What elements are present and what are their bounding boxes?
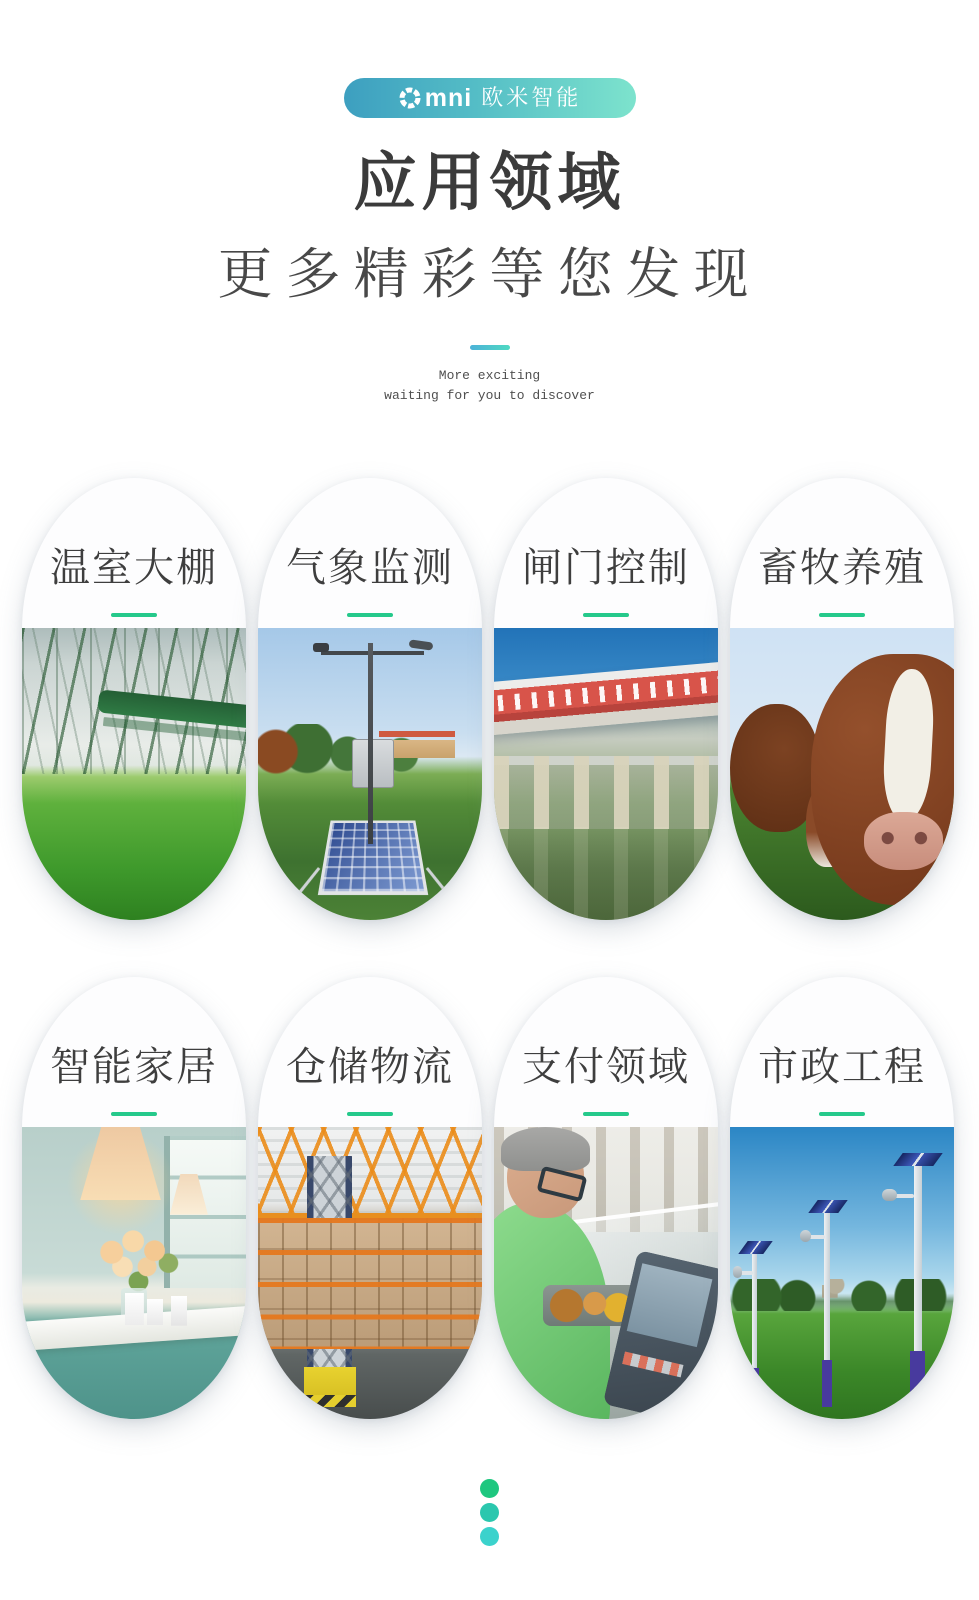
- accent-divider: [470, 345, 510, 350]
- light-pole: [824, 1212, 830, 1408]
- app-card-greenhouse: [22, 478, 246, 920]
- card-underline: [111, 1112, 157, 1116]
- cattle-photo: [730, 628, 954, 920]
- flower-bouquet: [85, 1223, 193, 1296]
- app-card-warehouse-logistics: [258, 977, 482, 1419]
- light-pole: [914, 1165, 922, 1410]
- payment-counter-photo: [494, 1127, 718, 1419]
- solar-street-light-far: [752, 1253, 757, 1405]
- page-title: 应用领域: [353, 148, 626, 218]
- instrument-box: [352, 739, 394, 788]
- app-card-municipal-engineering: [730, 977, 954, 1419]
- greenhouse-photo: [22, 628, 246, 920]
- cow-head: [811, 654, 954, 905]
- card-label: 仓储物流: [286, 1045, 454, 1089]
- card-label: 温室大棚: [50, 546, 218, 590]
- stacker-crane-mast: [307, 1156, 352, 1407]
- warehouse-photo: [258, 1127, 482, 1419]
- street-lights-photo: [730, 1127, 954, 1419]
- card-underline: [347, 1112, 393, 1116]
- card-underline: [347, 613, 393, 617]
- app-card-payment: [494, 977, 718, 1419]
- solar-street-light-mid: [824, 1212, 830, 1408]
- aperture-logo-icon: [398, 86, 422, 110]
- weather-station-photo: [258, 628, 482, 920]
- card-label: 气象监测: [286, 546, 454, 590]
- card-underline: [819, 613, 865, 617]
- page-subtitle: 更多精彩等您发现: [217, 243, 762, 305]
- card-underline: [583, 613, 629, 617]
- brand-logo-text: mni: [424, 83, 473, 112]
- app-card-livestock: [730, 478, 954, 920]
- solar-panel: [894, 1153, 943, 1166]
- lamp-arm: [807, 1235, 825, 1239]
- tagline-line-2: waiting for you to discover: [384, 388, 595, 403]
- app-card-gate-control: [494, 478, 718, 920]
- card-underline: [819, 1112, 865, 1116]
- scroll-indicator-dots: [0, 1479, 979, 1546]
- dot-cyan: [480, 1527, 499, 1546]
- app-card-smart-home: [22, 977, 246, 1419]
- solar-panel: [318, 820, 428, 894]
- tagline-line-1: More exciting: [438, 368, 541, 383]
- anemometer-crossarm: [321, 651, 424, 655]
- smart-home-photo: [22, 1127, 246, 1419]
- brand-name-chinese: 欧米智能: [481, 85, 582, 110]
- cow-muzzle: [864, 812, 942, 870]
- solar-panel: [808, 1200, 847, 1213]
- card-underline: [583, 1112, 629, 1116]
- solar-street-light-near: [914, 1165, 922, 1410]
- card-label: 市政工程: [758, 1045, 926, 1089]
- tagline: [0, 366, 979, 406]
- cashier-hair: [501, 1127, 591, 1171]
- dot-teal: [480, 1503, 499, 1522]
- lamp-arm: [890, 1194, 914, 1198]
- app-card-weather-monitoring: [258, 478, 482, 920]
- light-pole: [752, 1253, 757, 1405]
- solar-panel: [738, 1241, 772, 1254]
- card-underline: [111, 613, 157, 617]
- brand-badge: [344, 78, 636, 118]
- dot-green: [480, 1479, 499, 1498]
- card-label: 支付领域: [522, 1045, 690, 1089]
- lamp-arm: [738, 1271, 753, 1275]
- card-label: 智能家居: [50, 1045, 218, 1089]
- card-label: 畜牧养殖: [758, 546, 926, 590]
- sluice-gate-photo: [494, 628, 718, 920]
- red-gate-gallery: [494, 661, 718, 735]
- card-label: 闸门控制: [522, 546, 690, 590]
- application-card-grid: [0, 478, 979, 1419]
- candles: [125, 1293, 188, 1325]
